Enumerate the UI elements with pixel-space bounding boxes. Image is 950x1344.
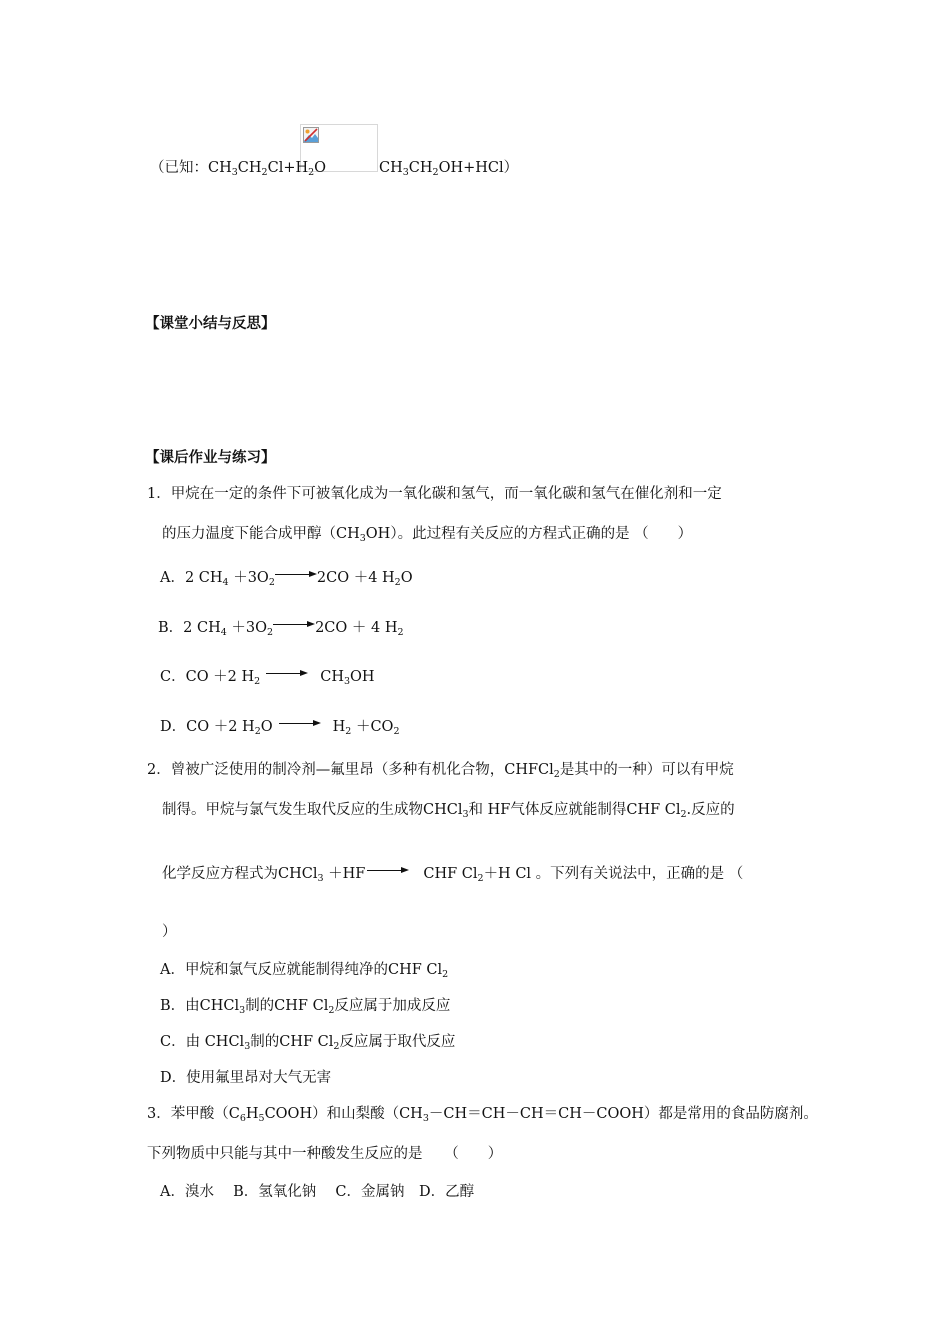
q3-options: A．溴水 B．氢氧化钠 C．金属钠 D．乙醇 (160, 1184, 475, 1200)
known-reaction: （已知：$CH_3CH_2Cl+H_2O$ (150, 160, 327, 178)
q1-stem-line2: 的压力温度下能合成甲醇$(CH_3OH)$。此过程有关反应的方程式正确的是 （ ） (162, 526, 693, 544)
reaction-arrow-icon (279, 719, 321, 729)
q1-stem-line1: 1．甲烷在一定的条件下可被氧化成为一氧化碳和氢气，而一氧化碳和氢气在催化剂和一定 (147, 486, 722, 502)
section-summary-heading: 【课堂小结与反思】 (145, 316, 276, 332)
q2-option-c: C．由 CHCl$_3$制的CHF $Cl_2$反应属于取代反应 (160, 1034, 456, 1052)
reaction-arrow-icon (367, 866, 409, 876)
q2-stem-line2: 制得。甲烷与氯气发生取代反应的生成物CHCl$_3$和 HF气体反应就能制得CHF $Cl_2$.反应的 (162, 802, 735, 820)
reaction-arrow-icon (266, 669, 308, 679)
reaction-arrow-icon (275, 570, 317, 580)
q1-option-a: A．2 $CH_4 +3O_2$ 2CO ＋4 $H_2O$ (160, 570, 413, 588)
broken-image-icon (303, 127, 319, 143)
q2-stem-line4: ） (162, 924, 177, 940)
section-homework-heading: 【课后作业与练习】 (145, 450, 276, 466)
q3-stem-line2: 下列物质中只能与其中一种酸发生反应的是 （ ） (147, 1146, 503, 1162)
q3-stem-line1: 3．苯甲酸$(C_6H_5COOH)$和山梨酸$(CH_3-CH=CH-CH=CH-COOH)$都是常用的食品防腐剂。 (147, 1106, 818, 1124)
q2-stem-line3: 化学反应方程式为CHCl$_3$ ＋HF CHF $Cl_2+H$ Cl 。下列有关说法中，正确的是 （ (162, 866, 744, 884)
q2-option-d: D．使用氟里昂对大气无害 (160, 1070, 332, 1086)
q2-option-b: B．由CHCl$_3$制的CHF $Cl_2$反应属于加成反应 (160, 998, 451, 1016)
q1-option-c: C．CO ＋2 $H_2$ $CH_3OH$ (160, 669, 375, 687)
q1-option-d: D．CO ＋2 $H_2O$ $H_2 +CO_2$ (160, 719, 400, 737)
q1-option-b: B．2 $CH_4 +3O_2$ 2CO ＋ 4 $H_2$ (158, 620, 404, 638)
q2-stem-line1: 2．曾被广泛使用的制冷剂—氟里昂（多种有机化合物，CHFCl$_2$是其中的一种）可以有甲烷 (147, 762, 734, 780)
q2-option-a: A．甲烷和氯气反应就能制得纯净的CHF $Cl_2$ (160, 962, 449, 980)
reaction-arrow-icon (273, 620, 315, 630)
known-reaction-product: $CH_3CH_2OH+HCl$） (379, 160, 519, 178)
